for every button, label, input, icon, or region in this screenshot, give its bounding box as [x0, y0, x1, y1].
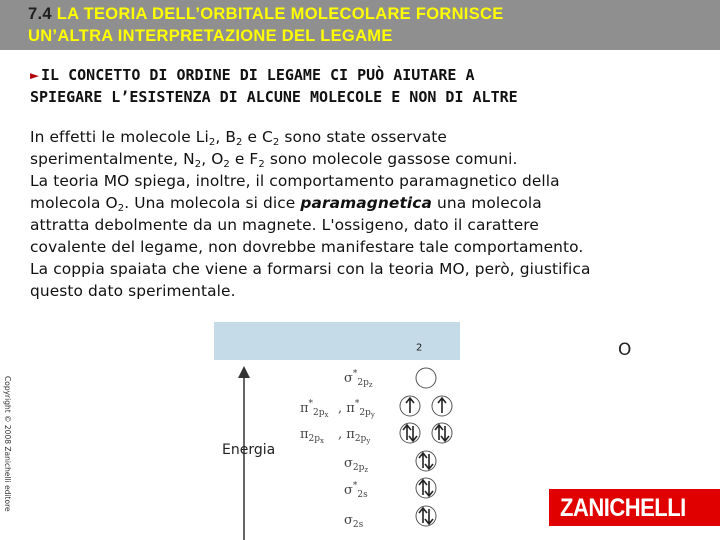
body-paragraph [30, 126, 700, 302]
title-text-1: LA TEORIA DELL’ORBITALE MOLECOLARE FORNISCE [56, 5, 504, 23]
orbital-label-pi-2py: , $\pi_{2p}y$ [338, 427, 371, 445]
bullet-arrow-icon: ► [30, 66, 40, 84]
slide-title-line-2 [28, 27, 393, 46]
logo-text: ZANICHELLI [560, 493, 686, 522]
orbital-label-sigma-star-2pz: $\sigma^*_{2p}z$ [344, 369, 373, 389]
orbital-label-pi-star-2px: $\pi^*_{2p}x$ [300, 399, 329, 419]
subheading [30, 64, 710, 108]
body-line: molecola $O_2$. Una molecola si dice paramagnetica una molecola [30, 194, 542, 214]
body-line: La teoria MO spiega, inoltre, il comportamento paramagnetico della [30, 172, 560, 190]
molecule-label: O $_2$ [416, 340, 632, 360]
orbital-label-sigma-star-2s: $\sigma^*_{2s}$ [344, 481, 368, 500]
publisher-logo [549, 489, 720, 526]
orbital-label-pi-2px: $\pi_{2p}x$ [300, 427, 324, 445]
section-number: 7.4 [28, 5, 52, 23]
orbital-boxes [400, 368, 452, 526]
orbital-label-sigma-2s: $\sigma_{2s}$ [344, 513, 364, 530]
slide-title-line-1 [28, 5, 504, 24]
copyright-vertical [0, 376, 16, 526]
orbital-circle [416, 368, 436, 388]
orbital-label-pi-star-2py: , $\pi^*_{2p}y$ [338, 399, 375, 419]
orbital-circle [432, 423, 452, 443]
orbital-label-sigma-2pz: $\sigma_{2p}z$ [344, 456, 369, 474]
body-line: questo dato sperimentale. [30, 282, 236, 300]
subheading-line-2: SPIEGARE L’ESISTENZA DI ALCUNE MOLECOLE E NON DI ALTRE [30, 88, 518, 106]
body-line: sperimentalmente, $N_2$, $O_2$ e $F_2$ sono molecole gassose comuni. [30, 150, 518, 170]
title-bar [0, 0, 720, 50]
title-text-2: UN’ALTRA INTERPRETAZIONE DEL LEGAME [28, 27, 393, 45]
subheading-text-1: IL CONCETTO DI ORDINE DI LEGAME CI PUÒ AIUTARE A [41, 66, 475, 84]
orbital-circle [416, 478, 436, 498]
energy-axis-label: Energia [222, 442, 276, 458]
copyright-text: Copyright © 2008 Zanichelli editore [3, 376, 12, 512]
orbital-circle [400, 423, 420, 443]
subheading-line-1 [30, 64, 710, 86]
body-line: attratta debolmente da un magnete. L'ossigeno, dato il carattere [30, 216, 539, 234]
body-line: In effetti le molecole $Li_2$, $B_2$ e $C_2$ sono state osservate [30, 128, 447, 148]
orbital-circle [416, 451, 436, 471]
orbital-circle [416, 506, 436, 526]
body-line: covalente del legame, non dovrebbe manifestare tale comportamento. [30, 238, 584, 256]
emphasis-term: paramagnetica [300, 194, 432, 212]
body-line: La coppia spaiata che viene a formarsi con la teoria MO, però, giustifica [30, 260, 591, 278]
orbital-labels [300, 369, 375, 530]
